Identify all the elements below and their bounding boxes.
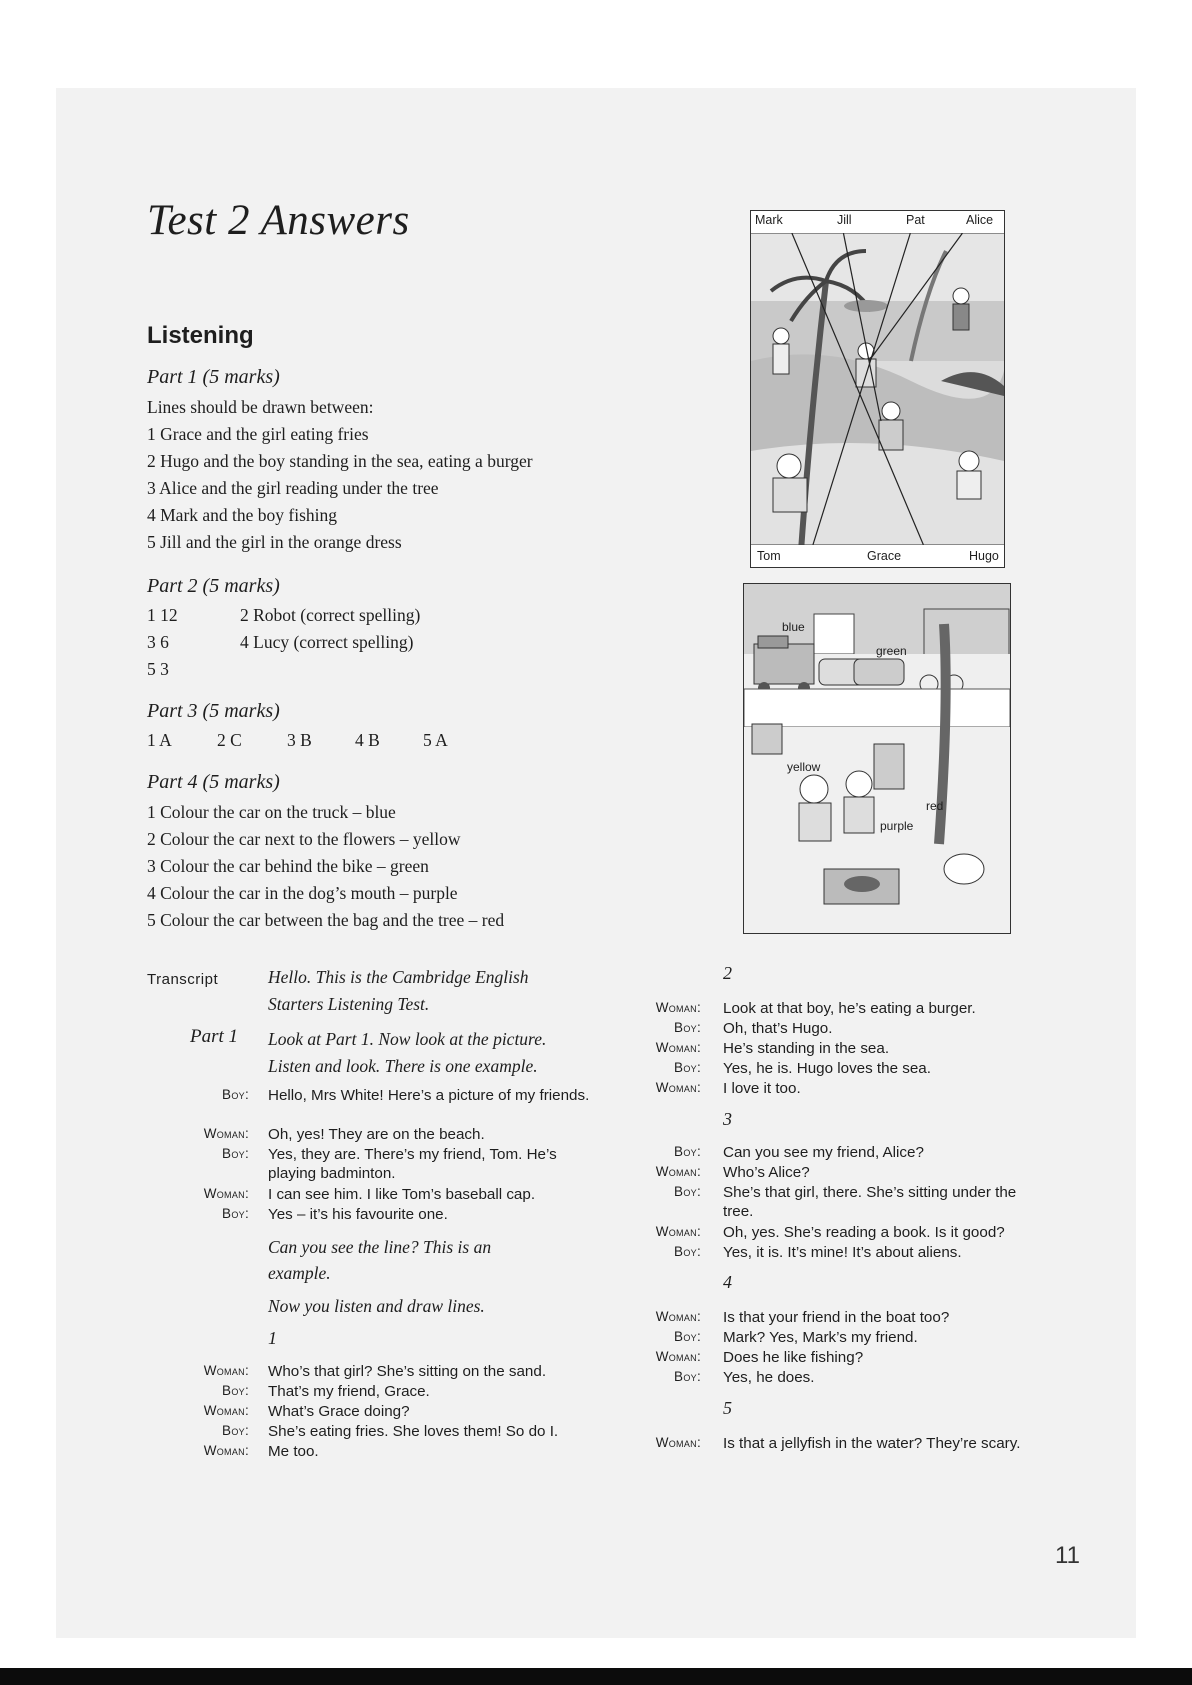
- dialogue-text: Can you see my friend, Alice?: [723, 1144, 924, 1161]
- beach-label-tom: Tom: [757, 549, 781, 563]
- street-label-red: red: [926, 799, 944, 813]
- part2-heading: Part 2 (5 marks): [147, 575, 280, 597]
- beach-label-hugo: Hugo: [969, 549, 999, 563]
- speaker-label: Woman:: [655, 1164, 701, 1179]
- part3-heading: Part 3 (5 marks): [147, 700, 280, 722]
- dialogue-text: I love it too.: [723, 1080, 801, 1097]
- example-note-line: example.: [268, 1263, 331, 1283]
- question-number: 4: [723, 1272, 732, 1292]
- dialogue-text: She’s eating fries. She loves them! So do I.: [268, 1423, 559, 1440]
- speaker-label: Woman:: [655, 1040, 701, 1055]
- page-title: Test 2 Answers: [147, 197, 410, 244]
- beach-illustration: [751, 211, 1004, 567]
- dialogue-text: Yes, he does.: [723, 1369, 815, 1386]
- part4-item: 4 Colour the car in the dog’s mouth – purple: [147, 883, 458, 903]
- street-illustration: [744, 584, 1010, 933]
- speaker-label: Woman:: [655, 1309, 701, 1324]
- dialogue-text: Who’s that girl? She’s sitting on the sand.: [268, 1363, 547, 1380]
- speaker-label: Boy:: [222, 1206, 249, 1221]
- speaker-label: Woman:: [655, 1080, 701, 1095]
- beach-label-mark: Mark: [755, 213, 783, 227]
- speaker-label: Woman:: [655, 1000, 701, 1015]
- speaker-label: Boy:: [674, 1329, 701, 1344]
- question-number: 2: [723, 963, 732, 983]
- speaker-label: Boy:: [674, 1060, 701, 1075]
- speaker-label: Boy:: [674, 1244, 701, 1259]
- part-intro-line: Listen and look. There is one example.: [268, 1056, 538, 1076]
- speaker-label: Boy:: [222, 1087, 249, 1102]
- question-number: 3: [723, 1109, 732, 1129]
- beach-label-jill: Jill: [837, 213, 852, 227]
- dialogue-text: Mark? Yes, Mark’s my friend.: [723, 1329, 918, 1346]
- dialogue-text: Does he like fishing?: [723, 1349, 864, 1366]
- part4-heading: Part 4 (5 marks): [147, 771, 280, 793]
- dialogue-text: Who’s Alice?: [723, 1164, 810, 1181]
- street-label-blue: blue: [782, 620, 805, 634]
- dialogue-text: Oh, yes. She’s reading a book. Is it good?: [723, 1224, 1005, 1241]
- transcript-part-label: Part 1: [190, 1026, 239, 1047]
- beach-picture: [750, 210, 1005, 568]
- beach-label-pat: Pat: [906, 213, 925, 227]
- speaker-label: Woman:: [655, 1435, 701, 1450]
- part4-item: 2 Colour the car next to the flowers – yellow: [147, 829, 461, 849]
- part4-item: 5 Colour the car between the bag and the tree – red: [147, 910, 505, 930]
- part1-item: 1 Grace and the girl eating fries: [147, 424, 369, 444]
- dialogue-text: He’s standing in the sea.: [723, 1040, 890, 1057]
- section-heading: Listening: [147, 322, 254, 349]
- speaker-label: Woman:: [203, 1363, 249, 1378]
- dialogue-text: That’s my friend, Grace.: [268, 1383, 430, 1400]
- part1-item: 2 Hugo and the boy standing in the sea, eating a burger: [147, 451, 533, 471]
- speaker-label: Woman:: [655, 1349, 701, 1364]
- dialogue-text: Yes, it is. It’s mine! It’s about aliens.: [723, 1244, 962, 1261]
- part1-heading: Part 1 (5 marks): [147, 366, 280, 388]
- part4-item: 1 Colour the car on the truck – blue: [147, 802, 396, 822]
- speaker-label: Woman:: [203, 1403, 249, 1418]
- transcript-label: [147, 971, 218, 988]
- speaker-label: Boy:: [222, 1146, 249, 1161]
- page-number: 11: [1055, 1542, 1080, 1569]
- speaker-label: Woman:: [203, 1126, 249, 1141]
- transcript-intro-line: Starters Listening Test.: [268, 994, 430, 1014]
- dialogue-text: I can see him. I like Tom’s baseball cap.: [268, 1186, 536, 1203]
- part3-answer: 5 A: [423, 730, 448, 750]
- dialogue-text: Yes, he is. Hugo loves the sea.: [723, 1060, 931, 1077]
- dialogue-text: She’s that girl, there. She’s sitting under the tree.: [723, 1184, 1017, 1220]
- dialogue-text: Look at that boy, he’s eating a burger.: [723, 1000, 976, 1017]
- part3-answer: 1 A: [147, 730, 172, 750]
- transcript-intro-line: Hello. This is the Cambridge English: [268, 967, 529, 987]
- part3-answer: 2 C: [217, 730, 242, 750]
- part3-answer: 4 B: [355, 730, 380, 750]
- transcript-label-text: Transcript: [147, 971, 219, 988]
- question-number: 1: [268, 1328, 277, 1348]
- part1-item: 4 Mark and the boy fishing: [147, 505, 338, 525]
- speaker-label: Woman:: [655, 1224, 701, 1239]
- part2-answer: 3 6: [147, 632, 169, 652]
- part2-answer: 4 Lucy (correct spelling): [240, 632, 414, 652]
- street-picture: [743, 583, 1011, 934]
- speaker-label: Boy:: [222, 1383, 249, 1398]
- speaker-label: Boy:: [674, 1144, 701, 1159]
- dialogue-text: Hello, Mrs White! Here’s a picture of my friends.: [268, 1087, 590, 1104]
- speaker-label: Boy:: [674, 1369, 701, 1384]
- part3-answer: 3 B: [287, 730, 312, 750]
- dialogue-text: Oh, that’s Hugo.: [723, 1020, 833, 1037]
- part1-item: 5 Jill and the girl in the orange dress: [147, 532, 402, 552]
- scan-edge-bar: [0, 1668, 1192, 1685]
- example-note-line: Can you see the line? This is an: [268, 1237, 492, 1257]
- part2-answer: 5 3: [147, 659, 169, 679]
- street-label-purple: purple: [880, 819, 914, 833]
- speaker-label: Boy:: [674, 1184, 701, 1199]
- beach-label-grace: Grace: [867, 549, 902, 563]
- part1-item: 3 Alice and the girl reading under the tree: [147, 478, 439, 498]
- street-label-yellow: yellow: [787, 760, 821, 774]
- part2-answer: 1 12: [147, 605, 178, 625]
- question-number: 5: [723, 1398, 732, 1418]
- speaker-label: Boy:: [674, 1020, 701, 1035]
- street-label-green: green: [876, 644, 907, 658]
- dialogue-text: Is that a jellyfish in the water? They’re scary.: [723, 1435, 1021, 1452]
- dialogue-text: Oh, yes! They are on the beach.: [268, 1126, 485, 1143]
- part1-intro: Lines should be drawn between:: [147, 397, 374, 417]
- part4-item: 3 Colour the car behind the bike – green: [147, 856, 429, 876]
- dialogue-text: Yes, they are. There’s my friend, Tom. He’s playing badminton.: [268, 1146, 557, 1182]
- draw-note: Now you listen and draw lines.: [268, 1296, 485, 1316]
- part-intro-line: Look at Part 1. Now look at the picture.: [268, 1029, 547, 1049]
- dialogue-text: Yes – it’s his favourite one.: [268, 1206, 448, 1223]
- beach-label-alice: Alice: [966, 213, 994, 227]
- speaker-label: Woman:: [203, 1443, 249, 1458]
- speaker-label: Woman:: [203, 1186, 249, 1201]
- speaker-label: Boy:: [222, 1423, 249, 1438]
- dialogue-text: Me too.: [268, 1443, 319, 1460]
- dialogue-text: Is that your friend in the boat too?: [723, 1309, 950, 1326]
- dialogue-text: What’s Grace doing?: [268, 1403, 410, 1420]
- part2-answer: 2 Robot (correct spelling): [240, 605, 421, 625]
